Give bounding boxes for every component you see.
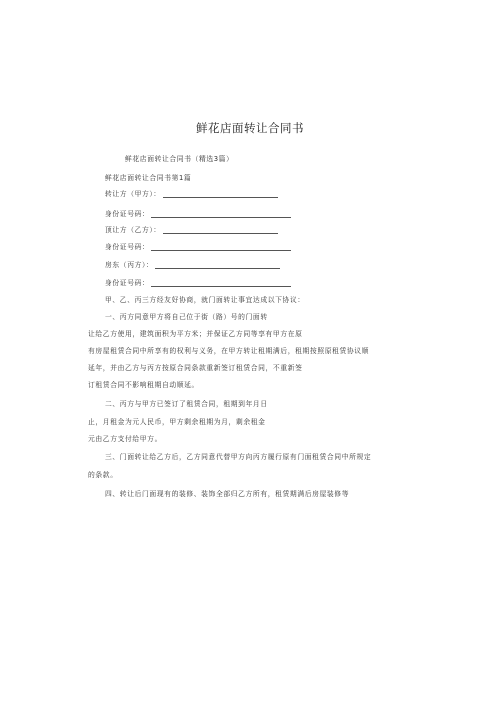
paragraph-intro: 甲、乙、丙三方经友好协商，就门面转让事宜达成以下协议：: [105, 296, 305, 304]
blank-line: [151, 243, 291, 251]
section-heading: 鲜花店面转让合同书第1篇: [105, 174, 192, 182]
blank-line: [151, 210, 291, 218]
paragraph-line: 元由乙方支付给甲方。: [88, 435, 162, 443]
field-id-c: [105, 279, 291, 287]
paragraph-line: 四、转让后门面现有的装修、装饰全部归乙方所有，租赁期满后房屋装修等: [105, 490, 350, 498]
blank-line: [163, 190, 278, 198]
paragraph-line: 订租赁合同不影响租期自动顺延。: [88, 381, 199, 389]
paragraph-line: 止，月租金为元人民币，甲方剩余租期为月，剩余租金: [88, 418, 266, 426]
paragraph-line: 二、丙方与甲方已签订了租赁合同，租期到年月日: [105, 400, 268, 408]
document-title: 鲜花店面转让合同书: [196, 121, 304, 135]
field-label: 身份证号码：: [105, 210, 150, 218]
paragraph-line: 有房屋租赁合同中所享有的权利与义务，在甲方转让租期满后，租期按照原租赁协议顺: [88, 347, 370, 355]
document-subtitle: 鲜花店面转让合同书（精选3篇）: [125, 155, 234, 163]
paragraph-line: 一、丙方同意甲方将自己位于街（路）号的门面转: [105, 313, 268, 321]
blank-line: [155, 261, 280, 269]
field-label: 身份证号码：: [105, 279, 150, 287]
field-transferor: [105, 190, 278, 198]
field-id-b: [105, 243, 291, 251]
blank-line: [151, 279, 291, 287]
field-label: 房东（丙方）：: [105, 261, 154, 269]
field-transferee: [105, 226, 278, 234]
paragraph-line: 延年，并由乙方与丙方按原合同条款重新签订租赁合同，不重新签: [88, 364, 303, 372]
paragraph-line: 三、门面转让给乙方后，乙方同意代替甲方向丙方履行原有门面租赁合同中所规定: [105, 453, 372, 461]
field-label: 身份证号码：: [105, 243, 150, 251]
blank-line: [163, 226, 278, 234]
paragraph-line: 的条款。: [88, 471, 118, 479]
field-label: 转让方（甲方）：: [105, 190, 161, 198]
field-label: 顶让方（乙方）：: [105, 226, 161, 234]
field-landlord: [105, 261, 280, 269]
field-id-a: [105, 210, 291, 218]
paragraph-line: 让给乙方使用，建筑面积为平方米；并保证乙方同等享有甲方在原: [88, 330, 303, 338]
